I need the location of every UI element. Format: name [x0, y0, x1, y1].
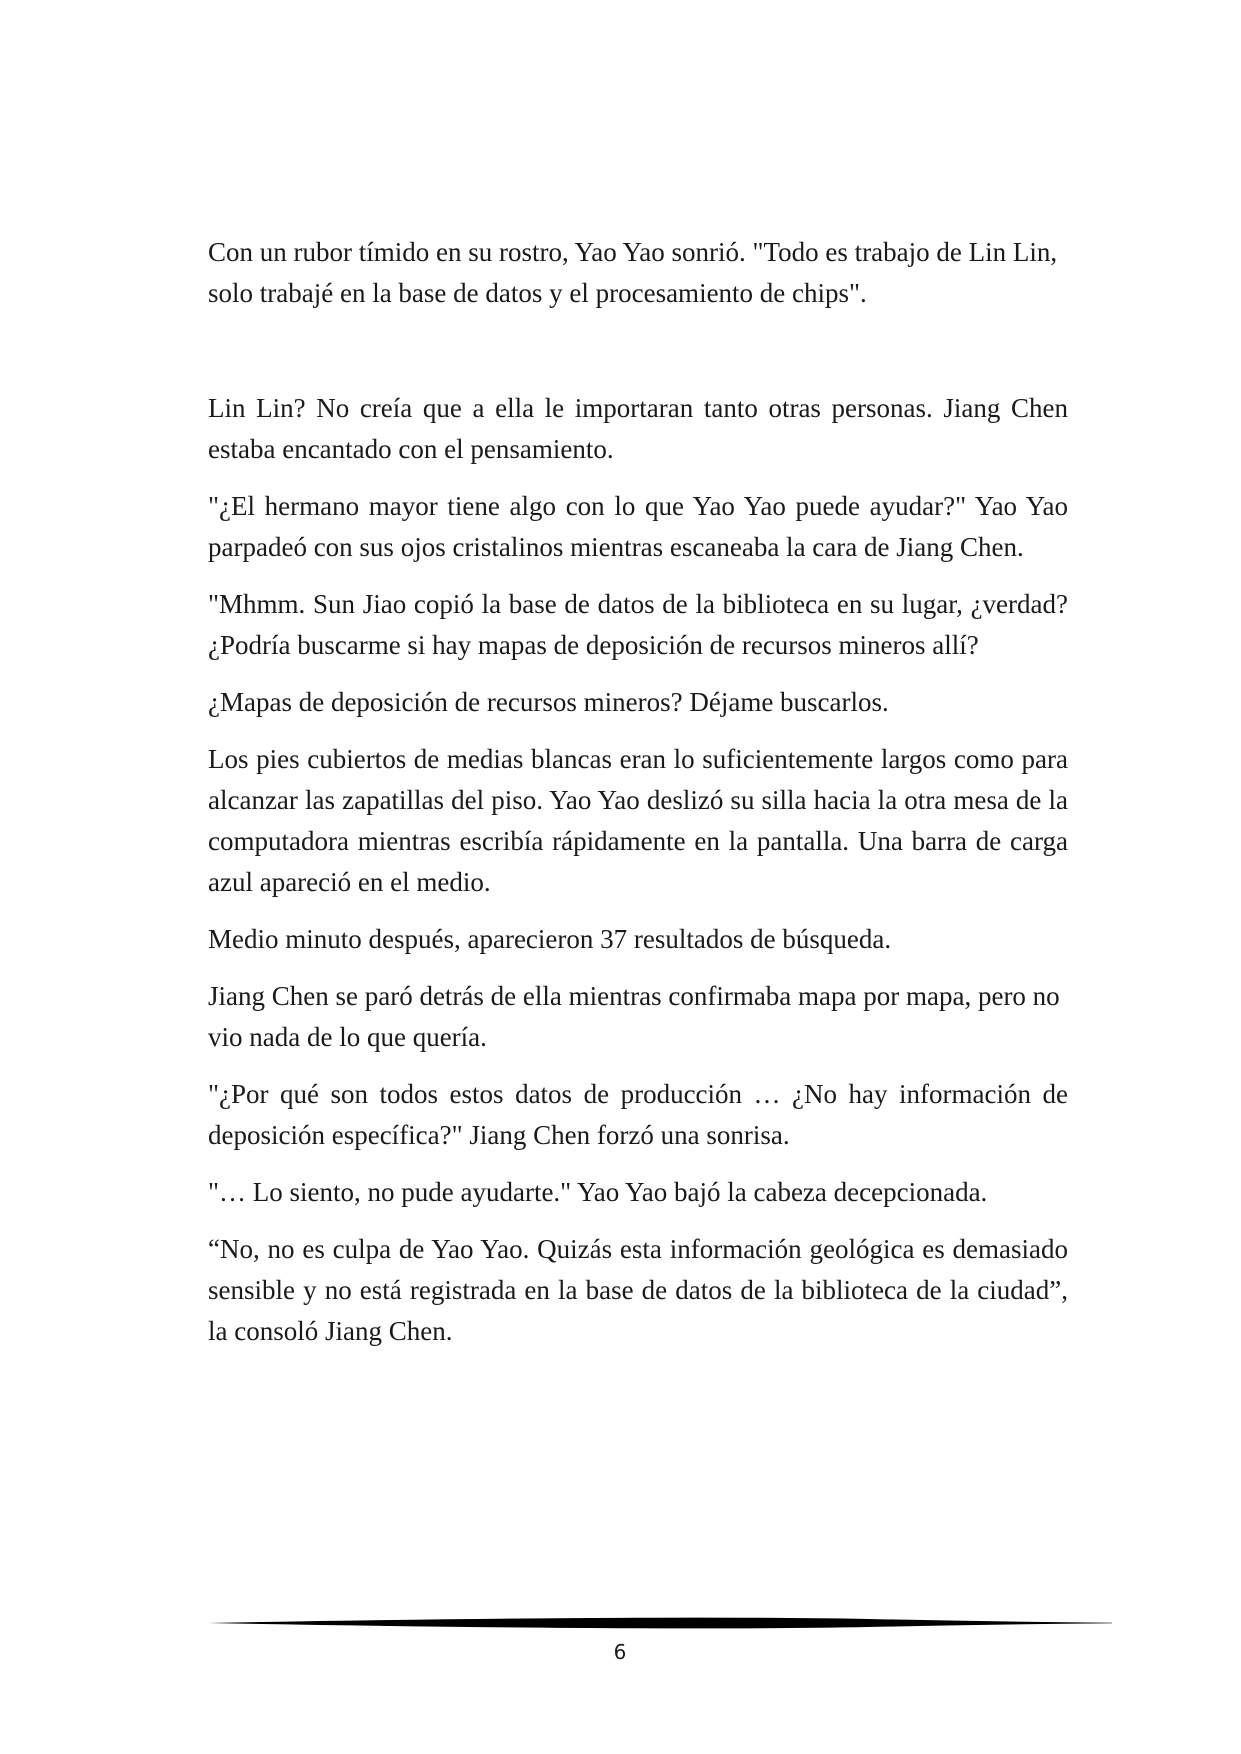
paragraph: Medio minuto después, aparecieron 37 resultados de búsqueda. [208, 924, 892, 954]
paragraph: "Mhmm. Sun Jiao copió la base de datos de la biblioteca en su lugar, ¿verdad? ¿Podría buscarme si hay mapas de deposición de recursos mineros allí? [208, 589, 1068, 660]
paragraph: Los pies cubiertos de medias blancas eran lo suficientemente largos como para alcanzar las zapatillas del piso. Yao Yao deslizó su silla hacia la otra mesa de la computadora mientras escribía rápidamente en la pantalla. Una barra de carga azul apareció en el medio. [208, 744, 1068, 897]
paragraph: "¿Por qué son todos estos datos de producción … ¿No hay información de deposición específica?" Jiang Chen forzó una sonrisa. [208, 1079, 1068, 1150]
footer-divider [208, 1616, 1112, 1630]
page-number: 6 [613, 1640, 627, 1664]
body-text [208, 232, 1068, 1368]
paragraph: Con un rubor tímido en su rostro, Yao Yao sonrió. "Todo es trabajo de Lin Lin, solo trabajé en la base de datos y el procesamiento de chips". [208, 237, 1058, 308]
paragraph: Jiang Chen se paró detrás de ella mientras confirmaba mapa por mapa, pero no vio nada de lo que quería. [208, 981, 1060, 1052]
paragraph: “No, no es culpa de Yao Yao. Quizás esta información geológica es demasiado sensible y no está registrada en la base de datos de la biblioteca de la ciudad”, la consoló Jiang Chen. [208, 1234, 1068, 1346]
paragraph: ¿Mapas de deposición de recursos mineros? Déjame buscarlos. [208, 687, 889, 717]
paragraph: Lin Lin? No creía que a ella le importaran tanto otras personas. Jiang Chen estaba encantado con el pensamiento. [208, 393, 1068, 464]
paragraph: "… Lo siento, no pude ayudarte." Yao Yao bajó la cabeza decepcionada. [208, 1177, 988, 1207]
paragraph: "¿El hermano mayor tiene algo con lo que Yao Yao puede ayudar?" Yao Yao parpadeó con sus ojos cristalinos mientras escaneaba la cara de Jiang Chen. [208, 491, 1068, 562]
